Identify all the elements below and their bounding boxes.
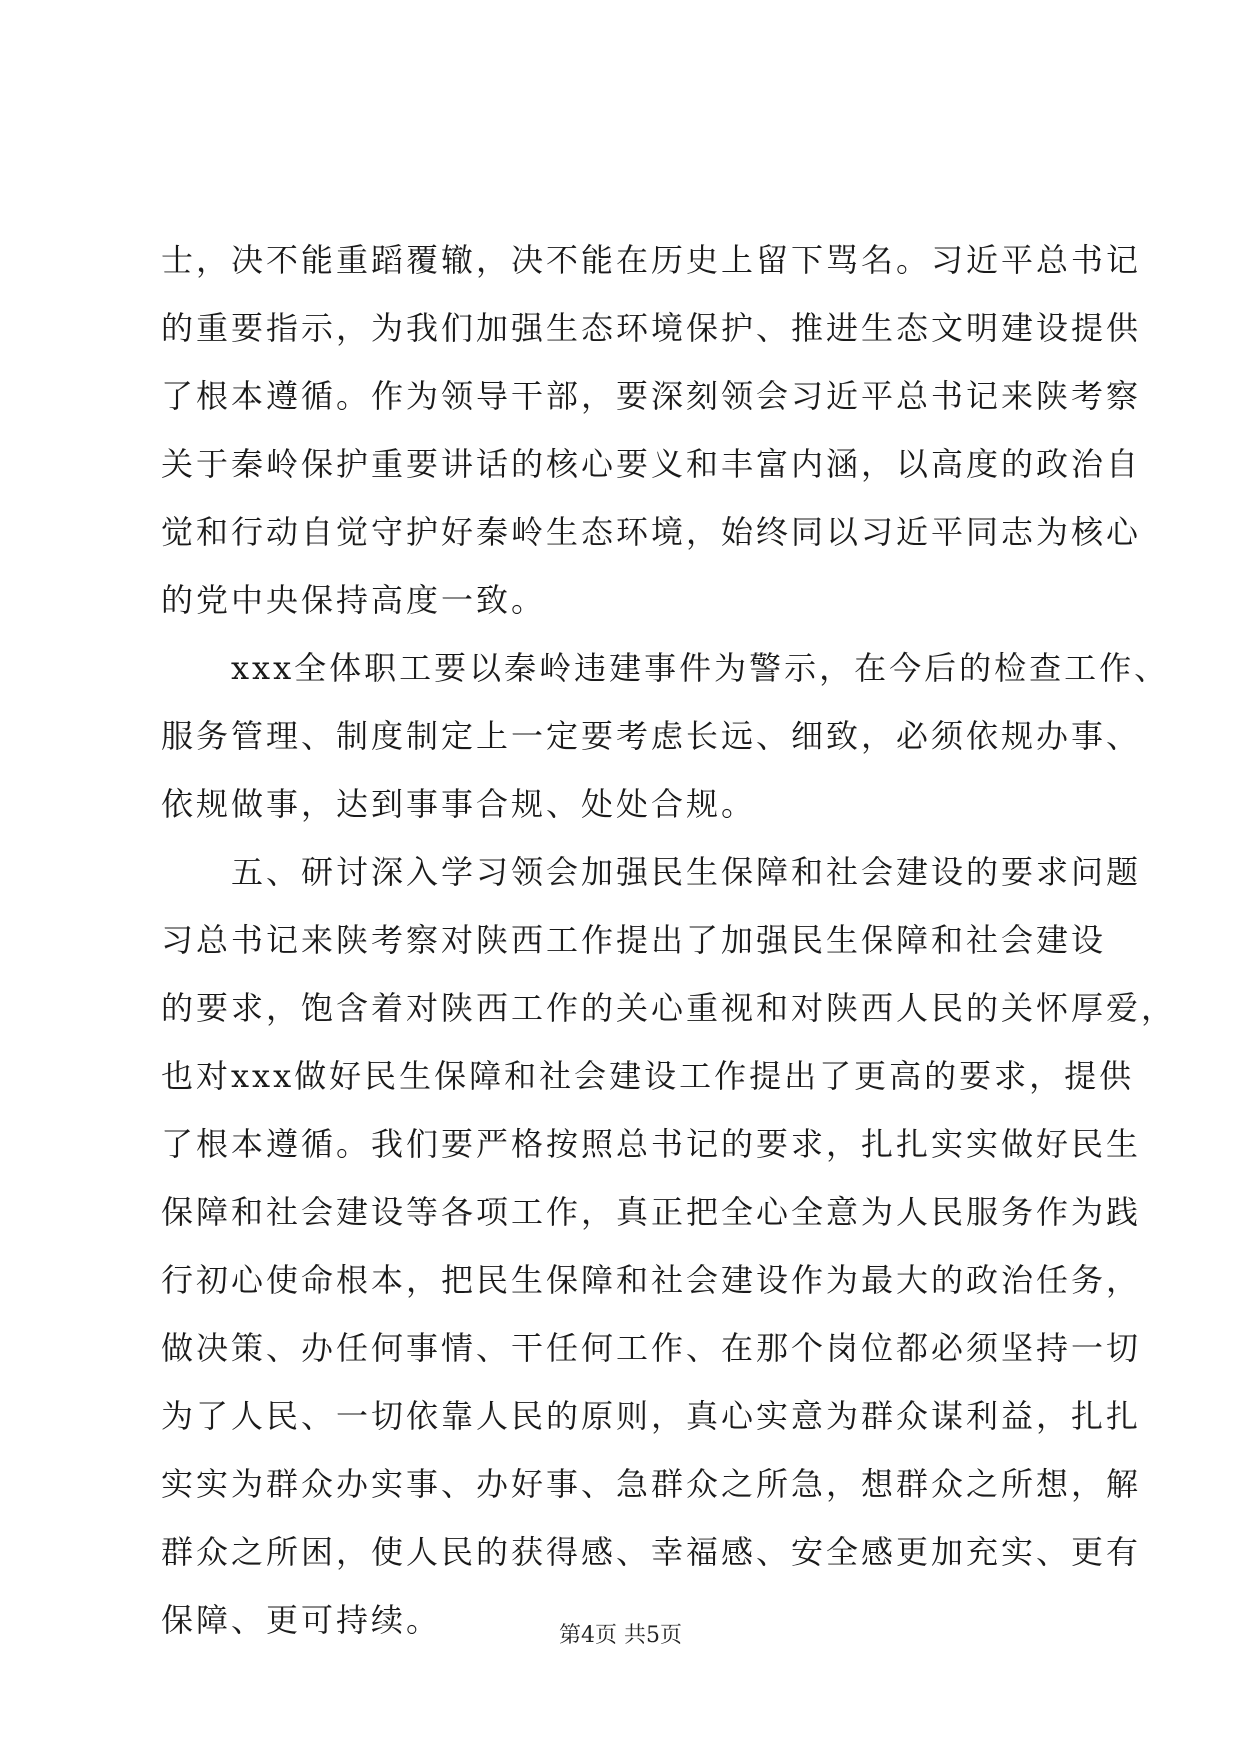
section-heading [161,838,1142,906]
page-number: 第4页 共5页 [559,1623,682,1648]
text-line: 了根本遵循。作为领导干部，要深刻领会习近平总书记来陕考察 [161,377,1142,415]
text-line: 习总书记来陕考察对陕西工作提出了加强民生保障和社会建设 [161,921,1107,959]
text-line: 服务管理、制度制定上一定要考虑长远、细致，必须依规办事、 [161,717,1142,755]
text-line: 依规做事，达到事事合规、处处合规。 [161,785,757,823]
text-line: xxx全体职工要以秦岭违建事件为警示，在今后的检查工作、 [231,649,1170,687]
text-line: 的党中央保持高度一致。 [161,581,547,619]
document-body [161,226,1177,1654]
text-line: 了根本遵循。我们要严格按照总书记的要求，扎扎实实做好民生 [161,1125,1142,1163]
text-line: 做决策、办任何事情、干任何工作、在那个岗位都必须坚持一切 [161,1329,1142,1367]
paragraph-livelihood [161,906,1177,1654]
page-footer [0,1618,1241,1649]
section-heading-text: 五、研讨深入学习领会加强民生保障和社会建设的要求问题 [231,853,1142,891]
text-line: 关于秦岭保护重要讲话的核心要义和丰富内涵，以高度的政治自 [161,445,1142,483]
text-line: 觉和行动自觉守护好秦岭生态环境，始终同以习近平同志为核心 [161,513,1142,551]
text-line: 行初心使命根本，把民生保障和社会建设作为最大的政治任务， [161,1261,1142,1299]
text-line: 群众之所困，使人民的获得感、幸福感、安全感更加充实、更有 [161,1533,1142,1571]
text-line: 保障和社会建设等各项工作，真正把全心全意为人民服务作为践 [161,1193,1142,1231]
text-line: 也对xxx做好民生保障和社会建设工作提出了更高的要求，提供 [161,1057,1135,1095]
paragraph-continuation [161,226,1142,634]
text-line: 的要求，饱含着对陕西工作的关心重视和对陕西人民的关怀厚爱， [161,989,1177,1027]
text-line: 实实为群众办实事、办好事、急群众之所急，想群众之所想，解 [161,1465,1142,1503]
text-line: 为了人民、一切依靠人民的原则，真心实意为群众谋利益，扎扎 [161,1397,1142,1435]
text-line: 保障、更可持续。 [161,1601,442,1639]
text-line: 士，决不能重蹈覆辙，决不能在历史上留下骂名。习近平总书记 [161,241,1142,279]
paragraph-staff [161,634,1170,838]
text-line: 的重要指示，为我们加强生态环境保护、推进生态文明建设提供 [161,309,1142,347]
